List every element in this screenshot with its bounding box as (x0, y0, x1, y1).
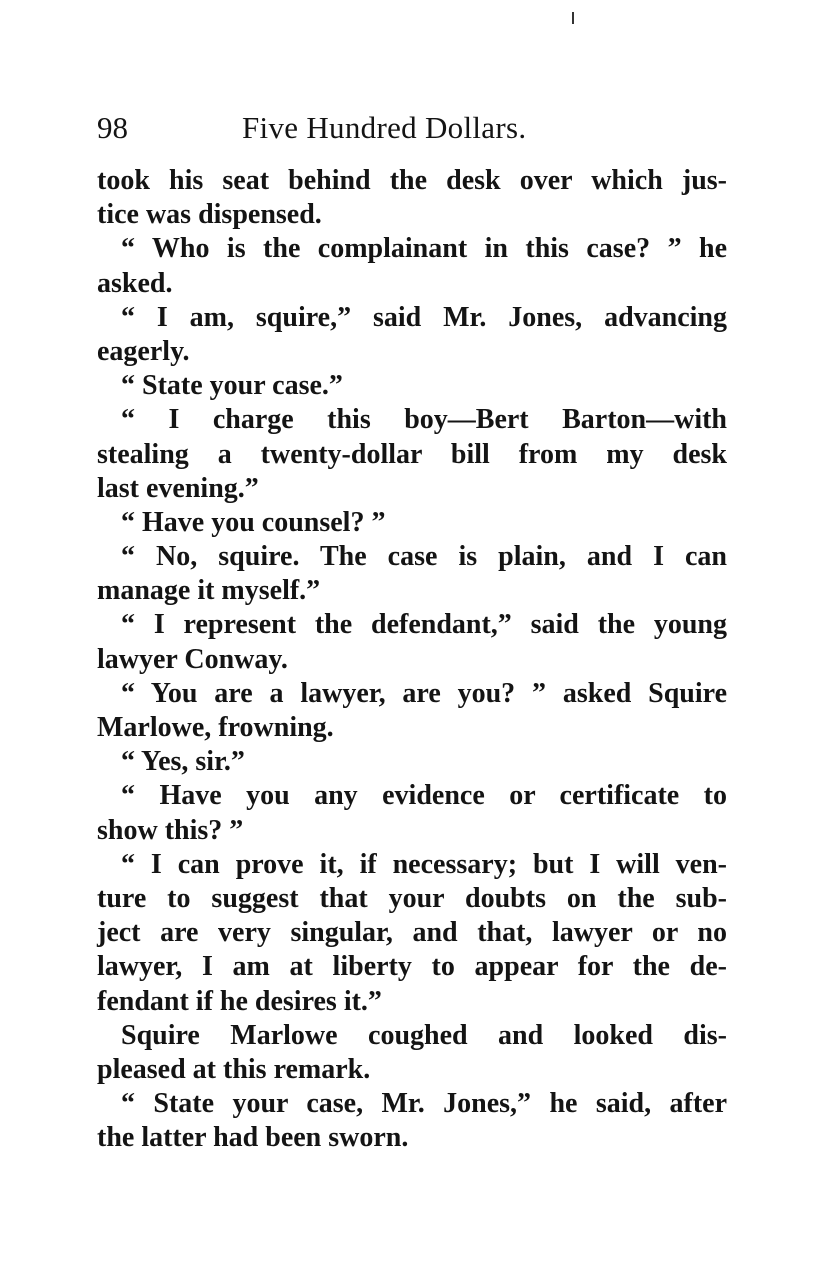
text-line: lawyer, I am at liberty to appear for the de- (97, 951, 727, 983)
text-line: asked. (97, 267, 173, 299)
text-line: Marlowe, frowning. (97, 712, 334, 743)
text-line: ture to suggest that your doubts on the sub- (97, 882, 727, 914)
text-line: “ State your case, Mr. Jones,” he said, after (121, 1088, 727, 1120)
page-number: 98 (97, 110, 128, 145)
text-line: “ Who is the complainant in this case? ” he (121, 233, 727, 265)
running-title: Five Hundred Dollars. (242, 110, 527, 145)
text-line: “ Have you counsel? ” (121, 506, 386, 538)
text-line: the latter had been sworn. (97, 1122, 409, 1154)
text-line: lawyer Conway. (97, 643, 288, 675)
text-line: last evening.” (97, 472, 259, 504)
text-line: took his seat behind the desk over which jus- (97, 165, 727, 196)
text-line: eagerly. (97, 335, 190, 367)
text-line: “ I represent the defendant,” said the young (121, 609, 727, 641)
text-line: “ No, squire. The case is plain, and I can (121, 541, 727, 573)
text-line: ject are very singular, and that, lawyer or no (97, 917, 727, 949)
text-line: stealing a twenty-dollar bill from my desk (97, 438, 727, 470)
text-line: pleased at this remark. (97, 1053, 371, 1085)
text-line: “ Yes, sir.” (121, 746, 245, 778)
text-line: manage it myself.” (97, 575, 321, 607)
text-line: “ I can prove it, if necessary; but I will ven- (121, 848, 727, 880)
page-header (97, 108, 737, 148)
text-line: “ You are a lawyer, are you? ” asked Squire (121, 677, 727, 709)
scan-speck (572, 12, 574, 24)
text-line: fendant if he desires it.” (97, 985, 382, 1017)
text-line: Squire Marlowe coughed and looked dis- (121, 1019, 727, 1051)
text-line: show this? ” (97, 814, 244, 846)
body-text (97, 164, 727, 1155)
text-line: “ State your case.” (121, 370, 343, 402)
text-line: “ I charge this boy—Bert Barton—with (121, 404, 727, 436)
text-line: tice was dispensed. (97, 199, 322, 231)
text-line: “ Have you any evidence or certificate to (121, 780, 727, 812)
text-line: “ I am, squire,” said Mr. Jones, advancing (121, 301, 727, 333)
